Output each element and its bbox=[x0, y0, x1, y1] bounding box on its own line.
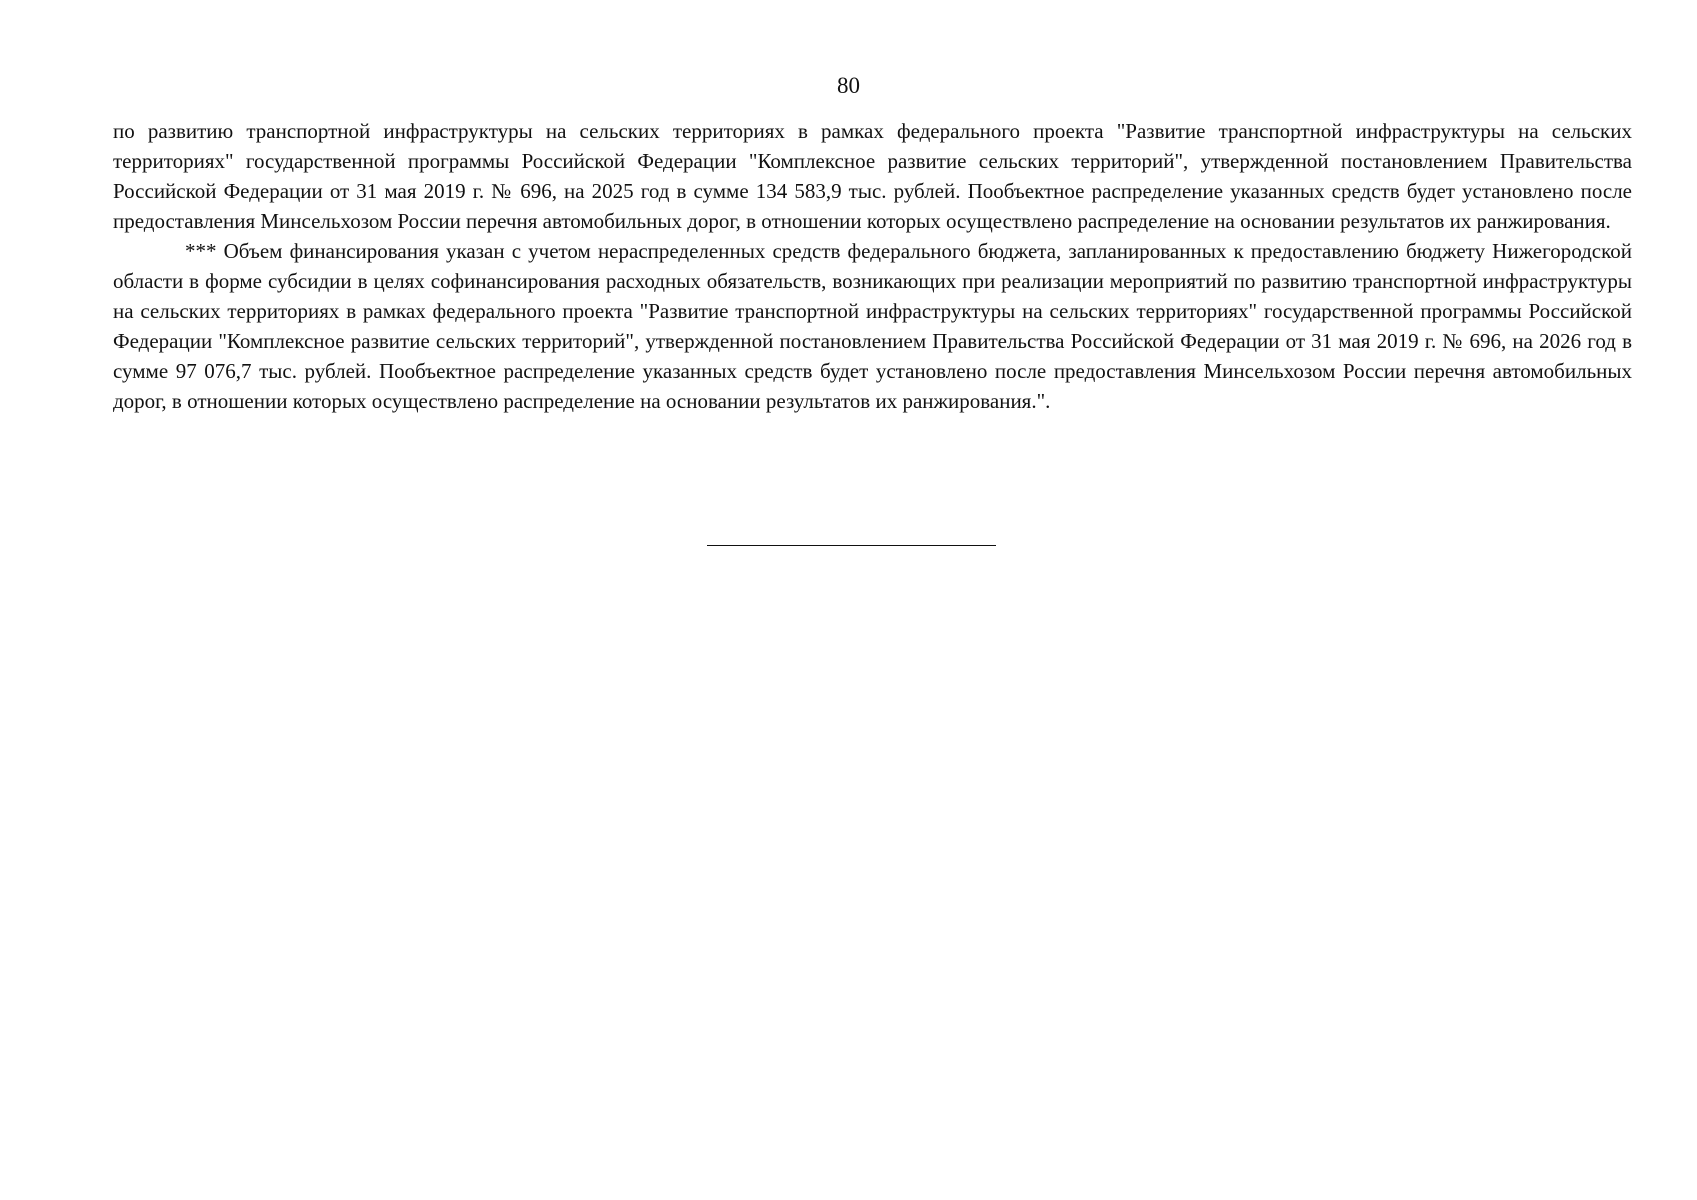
paragraph-continuation: по развитию транспортной инфраструктуры на сельских территориях в рамках федерального проекта "Развитие транспортной инфраструктуры на сельских территориях" государственной программы Российской Федерации "Комплексное развитие сельских территорий", утвержденной постановлением Правительства Российской Федерации от 31 мая 2019 г. № 696, на 2025 год в сумме 134 583,9 тыс. рублей. Пообъектное распределение указанных средств будет установлено после предоставления Минсельхозом России перечня автомобильных дорог, в отношении которых осуществлено распределение на основании результатов их ранжирования. bbox=[113, 119, 1632, 233]
page-number: 80 bbox=[837, 73, 860, 98]
end-separator-line bbox=[707, 545, 996, 546]
footnote-triple-star: *** Объем финансирования указан с учетом нераспределенных средств федерального бюджета, запланированных к предоставлению бюджету Нижегородской области в форме субсидии в целях софинансирования расходных обязательств, возникающих при реализации мероприятий по развитию транспортной инфраструктуры на сельских территориях в рамках федерального проекта "Развитие транспортной инфраструктуры на сельских территориях" государственной программы Российской Федерации "Комплексное развитие сельских территорий", утвержденной постановлением Правительства Российской Федерации от 31 мая 2019 г. № 696, на 2026 год в сумме 97 076,7 тыс. рублей. Пообъектное распределение указанных средств будет установлено после предоставления Минсельхозом России перечня автомобильных дорог, в отношении которых осуществлено распределение на основании результатов их ранжирования.". bbox=[113, 239, 1632, 413]
document-body bbox=[113, 116, 1632, 416]
